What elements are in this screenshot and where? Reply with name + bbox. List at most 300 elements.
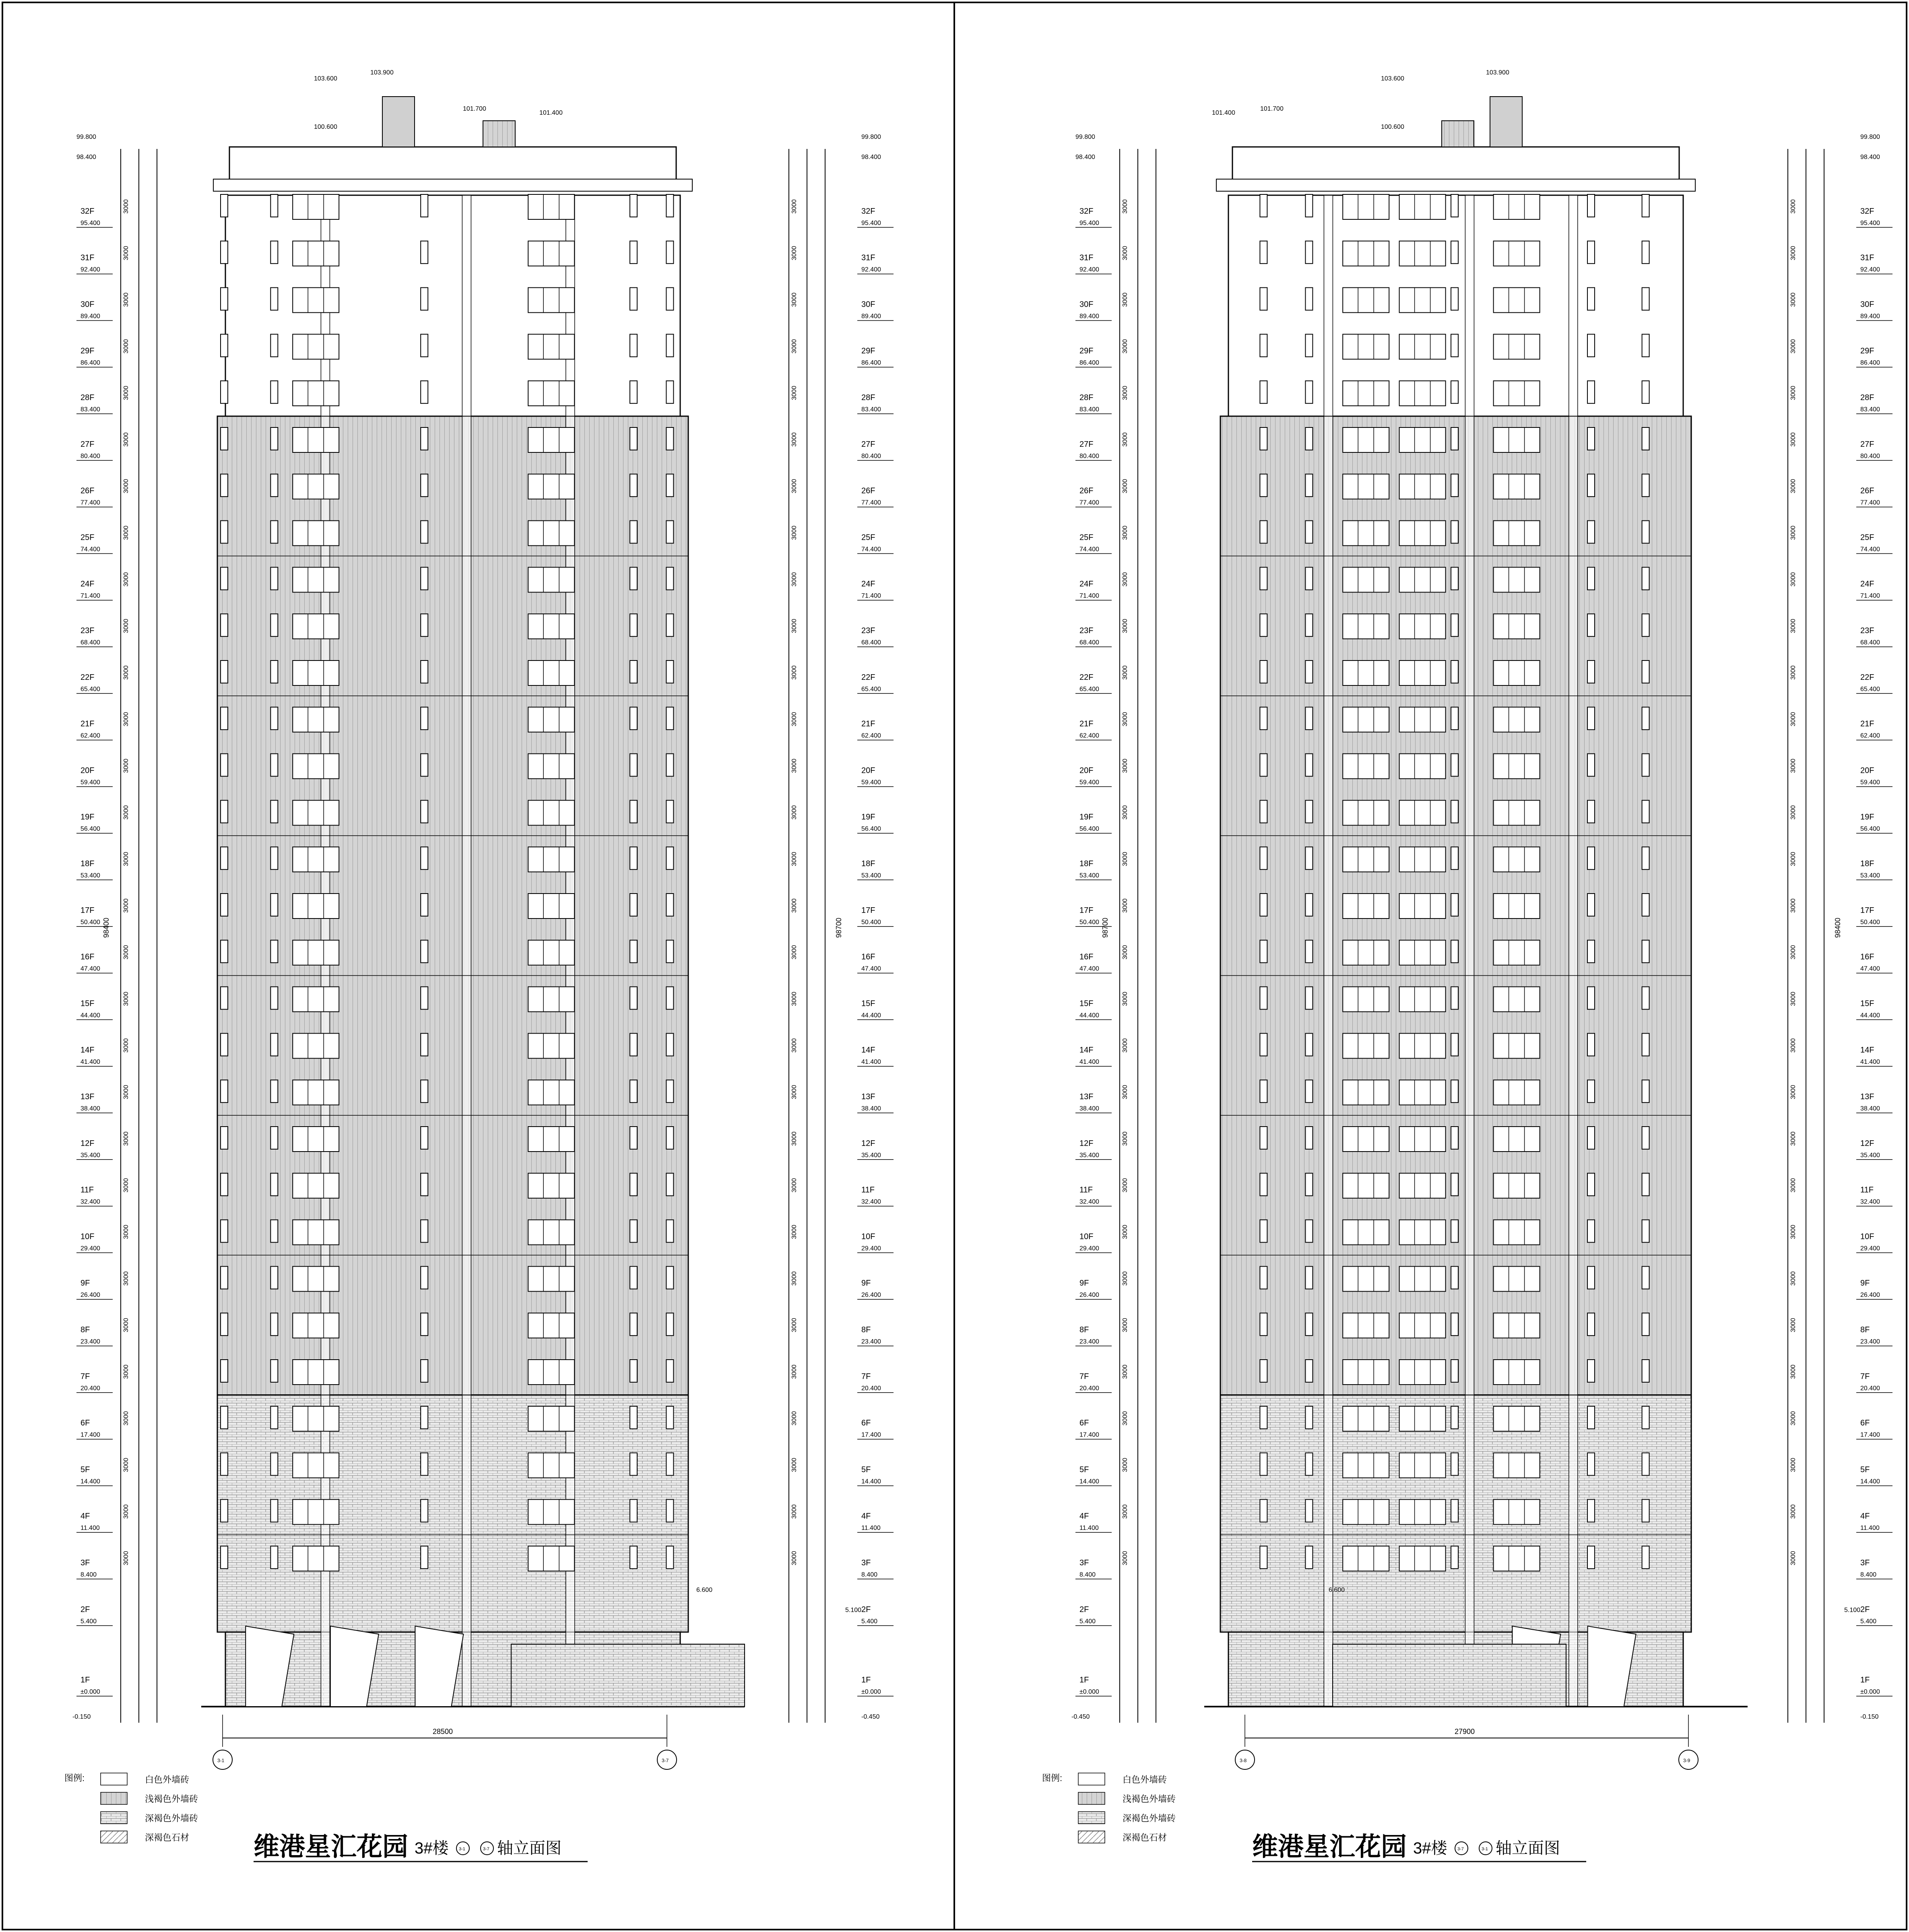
floor-label: 10F bbox=[80, 1232, 95, 1241]
window bbox=[1399, 1313, 1446, 1338]
roof-elevation: 99.800 bbox=[861, 134, 881, 140]
floor-elevation: 59.400 bbox=[1860, 779, 1880, 786]
dim-text: 3000 bbox=[123, 386, 130, 400]
small-window bbox=[666, 1266, 673, 1289]
facade-pilaster bbox=[1569, 195, 1578, 1707]
small-window bbox=[221, 1266, 228, 1289]
legend-swatch bbox=[1078, 1812, 1105, 1824]
floor-label: 24F bbox=[1860, 580, 1874, 589]
window bbox=[293, 427, 339, 452]
floor-elevation: 53.400 bbox=[80, 872, 100, 879]
small-window bbox=[1587, 614, 1595, 636]
small-window bbox=[1587, 1546, 1595, 1569]
window bbox=[1343, 474, 1389, 499]
floor-label: 30F bbox=[1860, 300, 1874, 309]
floor-elevation: ±0.000 bbox=[1079, 1688, 1099, 1695]
stair-top-elevation: 103.900 bbox=[1486, 69, 1509, 76]
small-window bbox=[1451, 567, 1458, 590]
drawing-title: 维港星汇花园 bbox=[1252, 1832, 1407, 1861]
dim-text: 3000 bbox=[1790, 1178, 1797, 1193]
floor-elevation: 38.400 bbox=[861, 1105, 881, 1112]
small-window bbox=[1587, 521, 1595, 543]
floor-label: 19F bbox=[1860, 813, 1874, 822]
small-window bbox=[421, 847, 428, 869]
window bbox=[1343, 334, 1389, 359]
floor-elevation: 47.400 bbox=[1079, 965, 1099, 972]
small-window bbox=[630, 1266, 637, 1289]
small-window bbox=[1260, 754, 1267, 776]
window bbox=[293, 1033, 339, 1058]
floor-elevation: 38.400 bbox=[1860, 1105, 1880, 1112]
window bbox=[1494, 987, 1540, 1012]
small-window bbox=[270, 1313, 278, 1335]
window bbox=[293, 334, 339, 359]
small-window bbox=[630, 1080, 637, 1102]
window bbox=[528, 241, 574, 266]
small-window bbox=[1451, 474, 1458, 497]
floor-label: 29F bbox=[1860, 347, 1874, 356]
legend-swatch bbox=[101, 1773, 127, 1785]
floor-label: 6F bbox=[861, 1418, 871, 1428]
window bbox=[1343, 800, 1389, 825]
floor-elevation: 83.400 bbox=[1860, 406, 1880, 413]
floor-elevation: 11.400 bbox=[1860, 1525, 1880, 1532]
floor-label: 23F bbox=[1079, 626, 1094, 635]
floor-label: 11F bbox=[861, 1185, 875, 1195]
window bbox=[1399, 1406, 1446, 1431]
small-window bbox=[1642, 1080, 1649, 1102]
small-window bbox=[666, 661, 673, 683]
drawing-title-building: 3#楼 bbox=[415, 1839, 449, 1857]
floor-label: 7F bbox=[861, 1372, 871, 1381]
canopy-elevation: 6.600 bbox=[1329, 1587, 1345, 1593]
floor-label: 6F bbox=[1079, 1418, 1089, 1428]
podium-annex bbox=[1333, 1644, 1566, 1707]
small-window bbox=[1305, 661, 1313, 683]
floor-elevation: 26.400 bbox=[1079, 1292, 1099, 1299]
dim-text: 3000 bbox=[123, 1551, 130, 1565]
small-window bbox=[1451, 1313, 1458, 1335]
small-window bbox=[221, 800, 228, 823]
small-window bbox=[221, 1173, 228, 1196]
floor-label: 15F bbox=[80, 999, 95, 1008]
ground-elevation: -0.450 bbox=[1071, 1713, 1090, 1720]
window bbox=[1343, 1173, 1389, 1198]
window bbox=[293, 567, 339, 592]
window bbox=[1399, 661, 1446, 685]
floor-label: 9F bbox=[861, 1279, 871, 1288]
top-elevation: 101.400 bbox=[539, 109, 563, 116]
window bbox=[1343, 847, 1389, 872]
dim-text: 3000 bbox=[123, 525, 130, 540]
floor-label: 11F bbox=[1079, 1185, 1093, 1195]
small-window bbox=[221, 707, 228, 730]
floor-label: 17F bbox=[1860, 906, 1874, 915]
dim-text: 3000 bbox=[791, 1038, 798, 1053]
small-window bbox=[1305, 707, 1313, 730]
small-window bbox=[421, 567, 428, 590]
small-window bbox=[666, 427, 673, 450]
small-window bbox=[270, 1173, 278, 1196]
floor-label: 28F bbox=[80, 393, 95, 402]
small-window bbox=[1587, 1127, 1595, 1149]
small-window bbox=[1642, 334, 1649, 357]
stair-top-elevation: 103.900 bbox=[370, 69, 394, 76]
small-window bbox=[630, 334, 637, 357]
floor-elevation: 89.400 bbox=[1079, 313, 1099, 320]
total-height-dim: 98400 bbox=[102, 917, 110, 938]
small-window bbox=[1451, 1220, 1458, 1243]
small-window bbox=[1451, 987, 1458, 1009]
window bbox=[1399, 1033, 1446, 1058]
window bbox=[1343, 1406, 1389, 1431]
window bbox=[293, 707, 339, 732]
dim-text: 3000 bbox=[1790, 1504, 1797, 1519]
roof-elevation: 99.800 bbox=[76, 134, 96, 140]
small-window bbox=[666, 754, 673, 776]
dim-text: 3000 bbox=[1122, 525, 1129, 540]
axis-label: 3-8 bbox=[1240, 1758, 1247, 1763]
dim-text: 3000 bbox=[791, 292, 798, 307]
small-window bbox=[666, 567, 673, 590]
small-window bbox=[1260, 288, 1267, 310]
small-window bbox=[1587, 1499, 1595, 1522]
small-window bbox=[666, 1127, 673, 1149]
canopy-elevation: 6.600 bbox=[696, 1587, 713, 1593]
small-window bbox=[666, 1313, 673, 1335]
small-window bbox=[421, 1127, 428, 1149]
legend-label: 深褐色外墙砖 bbox=[1123, 1813, 1176, 1823]
floor-label: 30F bbox=[861, 300, 875, 309]
window bbox=[293, 940, 339, 965]
title-axis-from: 3-7 bbox=[1457, 1847, 1464, 1852]
dim-text: 3000 bbox=[791, 758, 798, 773]
window bbox=[528, 427, 574, 452]
small-window bbox=[270, 241, 278, 264]
small-window bbox=[421, 614, 428, 636]
small-window bbox=[1305, 427, 1313, 450]
floor-elevation: 56.400 bbox=[80, 826, 100, 833]
window bbox=[528, 194, 574, 219]
dim-text: 3000 bbox=[1122, 1271, 1129, 1286]
dim-text: 3000 bbox=[123, 1411, 130, 1426]
dim-text: 3000 bbox=[1122, 619, 1129, 633]
dim-text: 3000 bbox=[1122, 1178, 1129, 1193]
window bbox=[528, 567, 574, 592]
small-window bbox=[421, 241, 428, 264]
window bbox=[1343, 521, 1389, 546]
small-window bbox=[1305, 381, 1313, 403]
window bbox=[1343, 1266, 1389, 1291]
floor-elevation: 32.400 bbox=[80, 1198, 100, 1205]
small-window bbox=[1587, 381, 1595, 403]
floor-elevation: 44.400 bbox=[1079, 1012, 1099, 1019]
window bbox=[1399, 194, 1446, 219]
window bbox=[528, 521, 574, 546]
dim-text: 3000 bbox=[1790, 1318, 1797, 1332]
small-window bbox=[270, 567, 278, 590]
floor-label: 25F bbox=[1079, 533, 1094, 542]
dim-text: 3000 bbox=[791, 991, 798, 1006]
title-axis-from: 3-1 bbox=[459, 1847, 465, 1852]
dim-text: 3000 bbox=[1790, 805, 1797, 820]
floor-label: 27F bbox=[1079, 440, 1094, 449]
small-window bbox=[1260, 847, 1267, 869]
floor-elevation: 5.400 bbox=[80, 1618, 97, 1625]
small-window bbox=[270, 940, 278, 963]
floor-elevation: 53.400 bbox=[861, 872, 881, 879]
dim-text: 3000 bbox=[791, 1551, 798, 1565]
window bbox=[293, 847, 339, 872]
small-window bbox=[1587, 427, 1595, 450]
floor-label: 12F bbox=[1860, 1139, 1874, 1148]
floor-label: 1F bbox=[861, 1676, 871, 1684]
small-window bbox=[1642, 1313, 1649, 1335]
small-window bbox=[1451, 521, 1458, 543]
small-window bbox=[270, 288, 278, 310]
small-window bbox=[421, 1313, 428, 1335]
small-window bbox=[630, 1499, 637, 1522]
small-window bbox=[421, 334, 428, 357]
window bbox=[1343, 987, 1389, 1012]
floor-elevation: 92.400 bbox=[1860, 266, 1880, 273]
small-window bbox=[1260, 1546, 1267, 1569]
floor-label: 26F bbox=[861, 486, 875, 495]
dim-text: 3000 bbox=[791, 1178, 798, 1193]
floor-label: 4F bbox=[861, 1512, 871, 1521]
floor-label: 17F bbox=[861, 906, 875, 915]
floor-label: 5F bbox=[861, 1465, 871, 1474]
floor-label: 26F bbox=[1079, 486, 1094, 495]
floor-label: 16F bbox=[861, 952, 875, 962]
window bbox=[1494, 1406, 1540, 1431]
small-window bbox=[221, 194, 228, 217]
floor-elevation: 23.400 bbox=[80, 1338, 100, 1345]
dim-text: 3000 bbox=[1122, 1411, 1129, 1426]
small-window bbox=[1305, 1313, 1313, 1335]
window bbox=[293, 987, 339, 1012]
floor-label: 2F bbox=[80, 1605, 90, 1614]
dim-text: 3000 bbox=[1790, 898, 1797, 913]
window bbox=[1343, 707, 1389, 732]
dim-text: 3000 bbox=[123, 432, 130, 447]
dim-text: 3000 bbox=[123, 479, 130, 493]
small-window bbox=[1451, 1406, 1458, 1429]
dim-text: 3000 bbox=[791, 1504, 798, 1519]
window bbox=[1343, 661, 1389, 685]
window bbox=[1494, 521, 1540, 546]
small-window bbox=[1260, 1220, 1267, 1243]
floor-elevation: 74.400 bbox=[1860, 546, 1880, 553]
small-window bbox=[1305, 1173, 1313, 1196]
small-window bbox=[1451, 1546, 1458, 1569]
floor-elevation: ±0.000 bbox=[80, 1688, 100, 1695]
small-window bbox=[421, 1499, 428, 1522]
floor-elevation: 5.400 bbox=[1079, 1618, 1096, 1625]
floor-elevation: 65.400 bbox=[861, 685, 881, 693]
floor-label: 24F bbox=[80, 580, 95, 589]
window bbox=[1494, 1127, 1540, 1152]
small-window bbox=[221, 1453, 228, 1476]
floor-label: 31F bbox=[80, 253, 95, 262]
facade-pilaster bbox=[1465, 195, 1474, 1707]
dim-text: 3000 bbox=[123, 805, 130, 820]
podium-annex bbox=[511, 1644, 745, 1707]
top-elevation: 101.400 bbox=[1212, 109, 1235, 116]
small-window bbox=[421, 1406, 428, 1429]
floor-label: 14F bbox=[80, 1046, 95, 1055]
window bbox=[528, 800, 574, 825]
dim-text: 3000 bbox=[123, 1178, 130, 1193]
floor-elevation: 80.400 bbox=[1079, 452, 1099, 460]
small-window bbox=[1260, 1127, 1267, 1149]
small-window bbox=[666, 800, 673, 823]
floor-label: 20F bbox=[80, 766, 95, 775]
small-window bbox=[1642, 194, 1649, 217]
small-window bbox=[1451, 1266, 1458, 1289]
floor-label: 24F bbox=[1079, 580, 1094, 589]
floor-elevation: 17.400 bbox=[1860, 1431, 1880, 1439]
dim-text: 3000 bbox=[791, 712, 798, 727]
window bbox=[528, 614, 574, 639]
small-window bbox=[1587, 1406, 1595, 1429]
floor-label: 18F bbox=[80, 859, 95, 868]
small-window bbox=[630, 241, 637, 264]
floor-label: 24F bbox=[861, 580, 875, 589]
small-window bbox=[270, 427, 278, 450]
dim-text: 3000 bbox=[791, 199, 798, 214]
window bbox=[1494, 800, 1540, 825]
dim-text: 3000 bbox=[1790, 1457, 1797, 1472]
small-window bbox=[421, 1080, 428, 1102]
legend-label: 白色外墙砖 bbox=[145, 1775, 190, 1785]
floor-elevation: 35.400 bbox=[861, 1152, 881, 1159]
light-brown-tile-zone bbox=[217, 416, 688, 1395]
floor-elevation: 32.400 bbox=[861, 1198, 881, 1205]
window bbox=[1343, 288, 1389, 313]
floor-label: 32F bbox=[861, 206, 875, 216]
floor-label: 22F bbox=[1860, 673, 1874, 682]
small-window bbox=[1642, 1127, 1649, 1149]
small-window bbox=[1587, 661, 1595, 683]
roof-elevation: 98.400 bbox=[76, 154, 96, 161]
small-window bbox=[630, 1453, 637, 1476]
dim-text: 3000 bbox=[791, 665, 798, 680]
small-window bbox=[270, 1033, 278, 1056]
small-window bbox=[221, 1127, 228, 1149]
small-window bbox=[1587, 847, 1595, 869]
floor-label: 8F bbox=[1079, 1325, 1089, 1334]
small-window bbox=[666, 707, 673, 730]
floor-elevation: 14.400 bbox=[861, 1478, 881, 1485]
small-window bbox=[1260, 521, 1267, 543]
small-window bbox=[1305, 1220, 1313, 1243]
window bbox=[1399, 754, 1446, 779]
floor-label: 10F bbox=[1079, 1232, 1094, 1241]
roof-cornice bbox=[1216, 179, 1695, 191]
window bbox=[528, 1546, 574, 1571]
floor-label: 26F bbox=[80, 486, 95, 495]
mid-elevation: 5.100 bbox=[1844, 1607, 1861, 1614]
floor-label: 4F bbox=[1860, 1512, 1870, 1521]
floor-label: 28F bbox=[1079, 393, 1094, 402]
window bbox=[1399, 1360, 1446, 1385]
small-window bbox=[1451, 614, 1458, 636]
floor-elevation: 95.400 bbox=[1079, 219, 1099, 227]
dim-text: 3000 bbox=[123, 1038, 130, 1053]
floor-label: 20F bbox=[1860, 766, 1874, 775]
window bbox=[293, 1266, 339, 1291]
floor-elevation: 86.400 bbox=[80, 359, 100, 367]
dim-text: 3000 bbox=[1790, 991, 1797, 1006]
window bbox=[1399, 521, 1446, 546]
small-window bbox=[1451, 894, 1458, 916]
floor-elevation: 29.400 bbox=[1860, 1245, 1880, 1252]
window bbox=[293, 1360, 339, 1385]
small-window bbox=[630, 1173, 637, 1196]
dim-text: 3000 bbox=[1122, 199, 1129, 214]
dim-text: 3000 bbox=[1122, 991, 1129, 1006]
small-window bbox=[270, 707, 278, 730]
small-window bbox=[1305, 194, 1313, 217]
small-window bbox=[421, 940, 428, 963]
small-window bbox=[1305, 1406, 1313, 1429]
top-elevation: 103.600 bbox=[1381, 75, 1404, 82]
window bbox=[1494, 427, 1540, 452]
small-window bbox=[421, 474, 428, 497]
window bbox=[1494, 241, 1540, 266]
dim-text: 3000 bbox=[1790, 945, 1797, 960]
floor-label: 2F bbox=[1079, 1605, 1089, 1614]
small-window bbox=[421, 381, 428, 403]
floor-elevation: 65.400 bbox=[80, 685, 100, 693]
roof-machine-room bbox=[1442, 121, 1474, 147]
dim-text: 3000 bbox=[123, 339, 130, 354]
floor-elevation: 29.400 bbox=[861, 1245, 881, 1252]
small-window bbox=[666, 987, 673, 1009]
small-window bbox=[1451, 194, 1458, 217]
dim-text: 3000 bbox=[791, 1411, 798, 1426]
dim-text: 3000 bbox=[1790, 199, 1797, 214]
floor-label: 15F bbox=[861, 999, 875, 1008]
ground-elevation: -0.150 bbox=[1860, 1713, 1879, 1720]
small-window bbox=[1305, 334, 1313, 357]
small-window bbox=[270, 381, 278, 403]
floor-label: 9F bbox=[1079, 1279, 1089, 1288]
small-window bbox=[666, 1499, 673, 1522]
small-window bbox=[1587, 1266, 1595, 1289]
window bbox=[1343, 1220, 1389, 1245]
floor-elevation: 35.400 bbox=[80, 1152, 100, 1159]
window bbox=[1399, 940, 1446, 965]
small-window bbox=[270, 1080, 278, 1102]
floor-elevation: 86.400 bbox=[1079, 359, 1099, 367]
small-window bbox=[221, 1360, 228, 1382]
floor-elevation: 35.400 bbox=[1079, 1152, 1099, 1159]
floor-label: 29F bbox=[861, 347, 875, 356]
floor-elevation: 71.400 bbox=[1860, 592, 1880, 600]
floor-label: 16F bbox=[1860, 952, 1874, 962]
small-window bbox=[1305, 1127, 1313, 1149]
dim-text: 3000 bbox=[791, 1364, 798, 1379]
legend-label: 白色外墙砖 bbox=[1123, 1775, 1167, 1785]
floor-elevation: 68.400 bbox=[1860, 639, 1880, 646]
floor-label: 7F bbox=[1079, 1372, 1089, 1381]
floor-label: 5F bbox=[80, 1465, 90, 1474]
floor-label: 18F bbox=[1079, 859, 1094, 868]
small-window bbox=[1260, 1499, 1267, 1522]
dim-text: 3000 bbox=[1790, 572, 1797, 587]
